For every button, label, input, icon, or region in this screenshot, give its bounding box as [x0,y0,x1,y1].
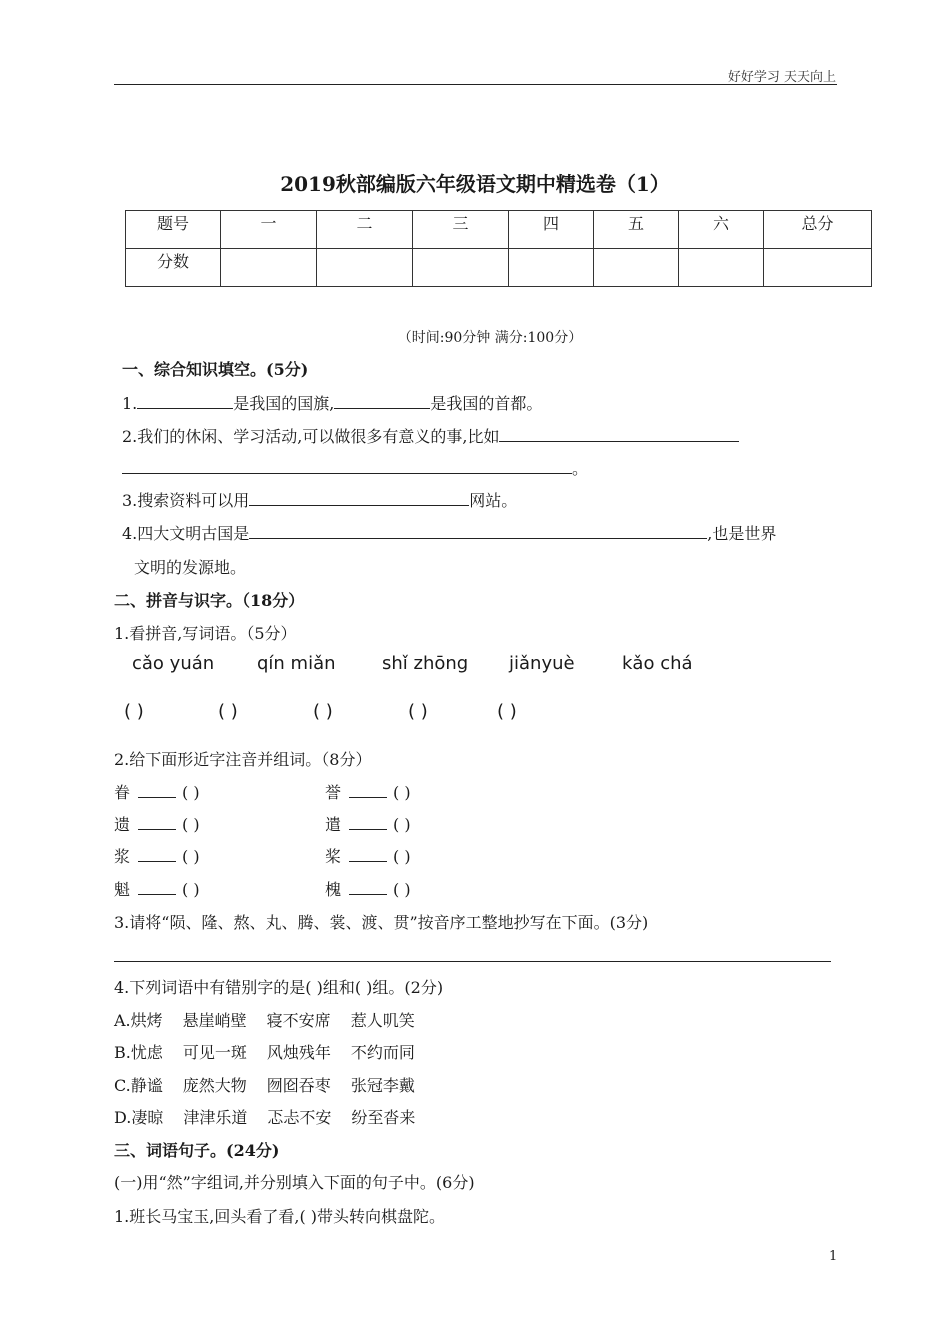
s1-q4-end: ,也是世界 [707,524,777,543]
answer-paren[interactable]: ( ) [497,701,517,722]
answer-blank[interactable] [334,392,430,409]
answer-paren[interactable]: ( ) [182,815,200,834]
s1-q2-end: 。 [572,459,589,478]
option-word: 忧虑 [130,1043,163,1062]
score-table-score-row [126,249,872,287]
s1-q4-cont: 文明的发源地。 [134,558,247,577]
option-word: 悬崖峭壁 [182,1011,247,1030]
s2-q3: 3.请将“陨、隆、熬、丸、腾、裳、渡、贯”按音序工整地抄写在下面。(3分) [114,913,649,932]
s3-sub1: (一)用“然”字组词,并分别填入下面的句子中。(6分) [114,1173,475,1192]
answer-paren[interactable]: ( ) [393,847,411,866]
pinyin-item: cǎo yuán [132,653,215,674]
s2-q2: 2.给下面形近字注音并组词。（8分） [114,750,372,769]
s1-q1-end: 是我国的首都。 [430,394,543,413]
table-cell: 四 [509,211,594,249]
header-motto: 好好学习 天天向上 [727,70,836,85]
score-input-cell[interactable] [413,249,509,287]
answer-blank[interactable] [137,392,233,409]
answer-blank[interactable] [138,815,176,830]
option-label: D. [114,1108,132,1127]
table-cell: 二 [317,211,413,249]
char-row [325,844,411,867]
answer-blank[interactable] [138,847,176,862]
page-number: 1 [829,1249,838,1264]
char-left: 浆 [114,847,131,866]
answer-blank[interactable] [349,847,387,862]
answer-paren[interactable]: ( ) [182,880,200,899]
char-row [325,877,411,900]
char-left: 遗 [114,815,131,834]
char-row [114,812,200,835]
time-info: （时间:90分钟 满分:100分） [397,330,583,346]
answer-blank[interactable] [249,489,469,506]
s1-q3-end: 网站。 [469,491,518,510]
option-word: 凄晾 [131,1108,164,1127]
table-cell: 总分 [764,211,872,249]
score-table-header-row [126,211,872,249]
table-cell: 题号 [126,211,221,249]
answer-paren[interactable]: ( ) [182,783,200,802]
answer-blank[interactable] [249,522,707,539]
option-row [114,1073,435,1096]
option-word: 不约而同 [350,1043,415,1062]
section3-heading: 三、词语句子。(24分) [114,1141,280,1160]
option-word: 张冠李戴 [350,1076,415,1095]
answer-blank[interactable] [122,457,572,474]
score-input-cell[interactable] [764,249,872,287]
answer-blank[interactable] [349,815,387,830]
pinyin-item: shǐ zhōng [382,653,469,674]
option-word: 烘烤 [130,1011,163,1030]
section2-heading: 二、拼音与识字。（18分） [114,591,305,610]
option-row [114,1040,435,1063]
s1-q2-cont [122,456,588,479]
char-right: 槐 [325,880,342,899]
answer-paren[interactable]: ( ) [408,701,428,722]
char-row [114,844,200,867]
answer-blank[interactable] [349,880,387,895]
s1-q3-prefix: 3.搜索资料可以用 [122,491,250,510]
answer-paren[interactable]: ( ) [393,783,411,802]
s3-q1: 1.班长马宝玉,回头看了看,( )带头转向棋盘陀。 [114,1207,446,1226]
option-word: 纷至沓来 [351,1108,416,1127]
answer-paren[interactable]: ( ) [393,815,411,834]
score-input-cell[interactable] [317,249,413,287]
table-cell: 一 [221,211,317,249]
s1-q3 [122,488,517,511]
option-row [114,1008,435,1031]
answer-paren[interactable]: ( ) [218,701,238,722]
answer-paren[interactable]: ( ) [393,880,411,899]
option-label: C. [114,1076,131,1095]
page-title: 2019秋部编版六年级语文期中精选卷（1） [280,172,670,196]
table-cell: 六 [679,211,764,249]
score-input-cell[interactable] [594,249,679,287]
s1-q2 [122,424,739,447]
answer-paren[interactable]: ( ) [313,701,333,722]
s1-q1-mid: 是我国的国旗, [233,394,335,413]
score-input-cell[interactable] [509,249,594,287]
char-row [114,877,200,900]
option-word: 忑忐不安 [267,1108,332,1127]
option-label: B. [114,1043,131,1062]
char-row [325,780,411,803]
char-row [114,780,200,803]
table-cell: 分数 [126,249,221,287]
s2-q4: 4.下列词语中有错别字的是( )组和( )组。(2分) [114,978,444,997]
char-right: 桨 [325,847,342,866]
s1-q4 [122,521,776,544]
pinyin-item: jiǎnyuè [509,653,575,674]
option-label: A. [114,1011,131,1030]
char-right: 誉 [325,783,342,802]
option-word: 可见一斑 [182,1043,247,1062]
answer-blank[interactable] [499,425,739,442]
char-right: 遣 [325,815,342,834]
pinyin-item: qín miǎn [257,653,336,674]
s1-q1 [122,391,542,414]
pinyin-item: kǎo chá [622,653,693,674]
answer-blank[interactable] [138,880,176,895]
option-word: 寝不安席 [266,1011,331,1030]
answer-paren[interactable]: ( ) [182,847,200,866]
option-word: 静谧 [130,1076,163,1095]
s2-q1: 1.看拼音,写词语。（5分） [114,624,297,643]
s1-q1-prefix: 1. [122,394,138,413]
char-row [325,812,411,835]
answer-paren[interactable]: ( ) [124,701,144,722]
s1-q4-prefix: 4.四大文明古国是 [122,524,250,543]
option-word: 囫囵吞枣 [266,1076,331,1095]
section1-heading: 一、综合知识填空。(5分) [122,360,309,379]
table-cell: 五 [594,211,679,249]
score-input-cell[interactable] [221,249,317,287]
table-cell: 三 [413,211,509,249]
score-input-cell[interactable] [679,249,764,287]
s1-q2-text: 2.我们的休闲、学习活动,可以做很多有意义的事,比如 [122,427,500,446]
option-word: 风烛残年 [266,1043,331,1062]
answer-blank[interactable] [349,783,387,798]
answer-line[interactable] [114,961,831,962]
option-word: 津津乐道 [183,1108,248,1127]
char-left: 眷 [114,783,131,802]
answer-blank[interactable] [138,783,176,798]
header-divider [114,84,837,85]
option-word: 庞然大物 [182,1076,247,1095]
option-row [114,1105,435,1128]
score-table [125,210,872,287]
char-left: 魁 [114,880,131,899]
option-word: 惹人叽笑 [350,1011,415,1030]
